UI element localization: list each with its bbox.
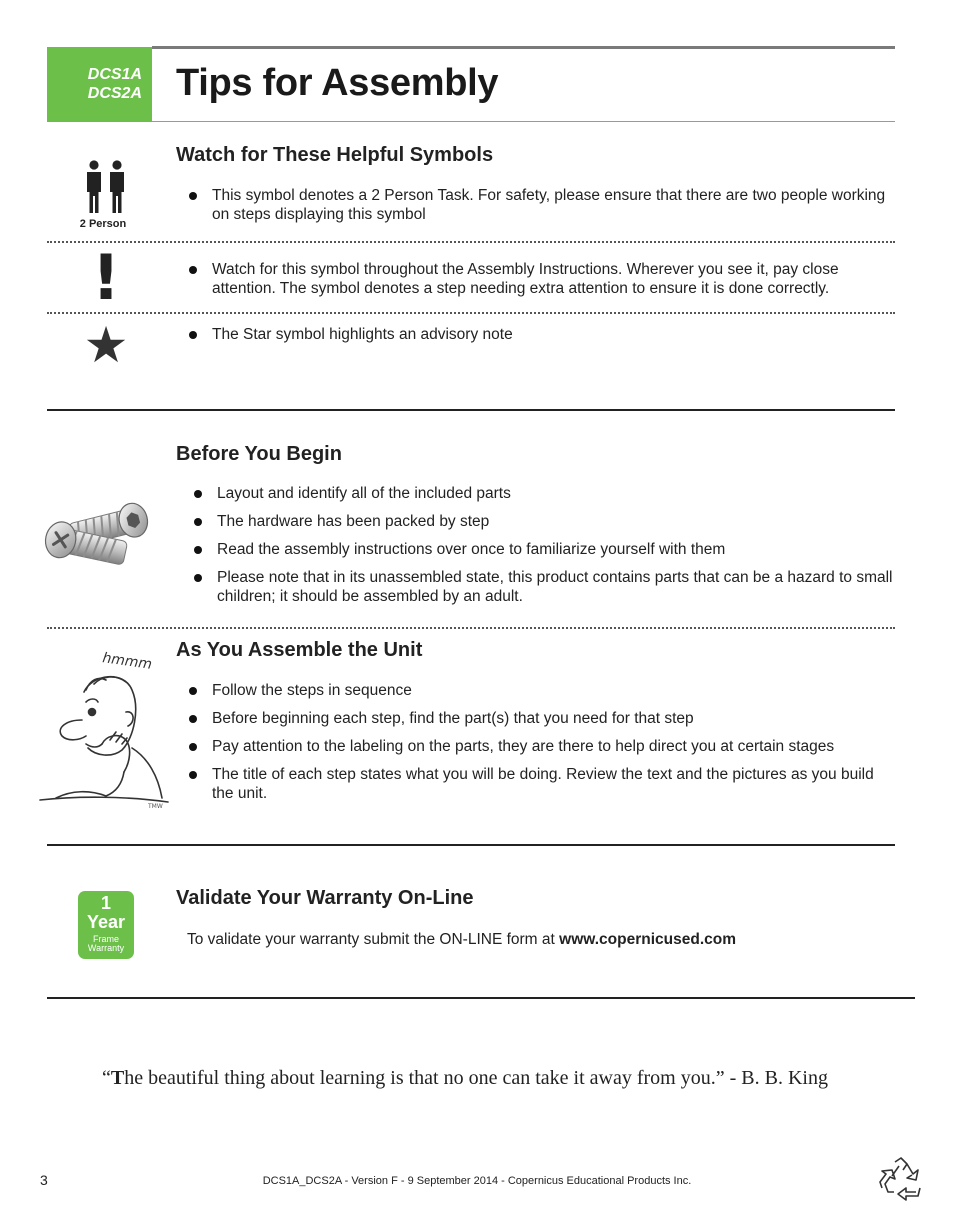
warranty-heading: Validate Your Warranty On-Line — [176, 887, 474, 909]
warranty-url-link[interactable]: www.copernicused.com — [559, 931, 736, 948]
dotted-divider — [47, 241, 895, 243]
list-item: Layout and identify all of the included parts — [181, 484, 896, 503]
assemble-heading: As You Assemble the Unit — [176, 639, 423, 661]
warranty-text-prefix: To validate your warranty submit the ON-LINE form at — [187, 931, 560, 948]
model-badge — [47, 47, 152, 122]
section-divider — [47, 997, 915, 999]
model-code-1: DCS1A — [87, 66, 142, 83]
thinking-text: hmmm — [101, 650, 153, 673]
exclamation-icon: ! — [91, 241, 121, 314]
section-divider — [47, 409, 895, 411]
dotted-divider — [47, 312, 895, 314]
quote-text: he beautiful thing about learning is that no one can take it away from you.” - B. B. King — [124, 1067, 828, 1089]
model-code-2: DCS2A — [87, 85, 142, 102]
warranty-years: 1 — [100, 893, 111, 913]
list-item: Before beginning each step, find the part(s) that you need for that step — [176, 709, 896, 728]
recycle-icon — [878, 1156, 924, 1202]
symbols-heading: Watch for These Helpful Symbols — [176, 144, 494, 166]
star-note — [176, 325, 896, 353]
list-item: Pay attention to the labeling on the parts, they are there to help direct you at certain stages — [176, 737, 896, 756]
warranty-badge — [78, 891, 134, 959]
quote-dropcap: T — [110, 1067, 125, 1089]
before-list — [181, 484, 896, 615]
section-divider — [47, 844, 895, 846]
assemble-list — [176, 681, 896, 812]
quote-open-mark: “ — [102, 1067, 111, 1089]
two-person-label: 2 Person — [79, 218, 127, 230]
header-bottom-rule — [47, 121, 895, 122]
two-person-icon — [84, 160, 128, 214]
star-icon: ★ — [83, 316, 129, 374]
hardware-bolts-icon — [40, 498, 156, 570]
header-top-rule — [152, 46, 895, 49]
list-item: The Star symbol highlights an advisory note — [176, 325, 896, 344]
warranty-year-label: Year — [86, 912, 126, 932]
before-heading: Before You Begin — [176, 443, 342, 465]
list-item: Follow the steps in sequence — [176, 681, 896, 700]
list-item: The hardware has been packed by step — [181, 512, 896, 531]
list-item: Read the assembly instructions over once to familiarize yourself with them — [181, 540, 896, 559]
warranty-instructions — [187, 931, 736, 949]
two-person-note — [176, 186, 896, 233]
svg-text:TMW: TMW — [148, 803, 163, 810]
attention-note — [176, 260, 896, 307]
page-title: Tips for Assembly — [176, 62, 499, 104]
quote — [102, 1067, 828, 1090]
thinking-person-icon — [36, 640, 172, 820]
list-item: Please note that in its unassembled state, this product contains parts that can be a hazard to small children; it should be assembled by an adult. — [181, 568, 896, 606]
list-item: Watch for this symbol throughout the Assembly Instructions. Wherever you see it, pay close attention. The symbol denotes a step needing extra attention to ensure it is done correctly. — [176, 260, 896, 298]
footer-text: DCS1A_DCS2A - Version F - 9 September 2014 - Copernicus Educational Products Inc. — [262, 1175, 692, 1187]
dotted-divider — [47, 627, 895, 629]
page-number: 3 — [40, 1172, 48, 1188]
list-item: The title of each step states what you will be doing. Review the text and the pictures as you build the unit. — [176, 765, 896, 803]
list-item: This symbol denotes a 2 Person Task. For safety, please ensure that there are two people working on steps displaying this symbol — [176, 186, 896, 224]
warranty-sub-2: Warranty — [87, 943, 125, 953]
warranty-sub-1: Frame — [92, 934, 119, 944]
